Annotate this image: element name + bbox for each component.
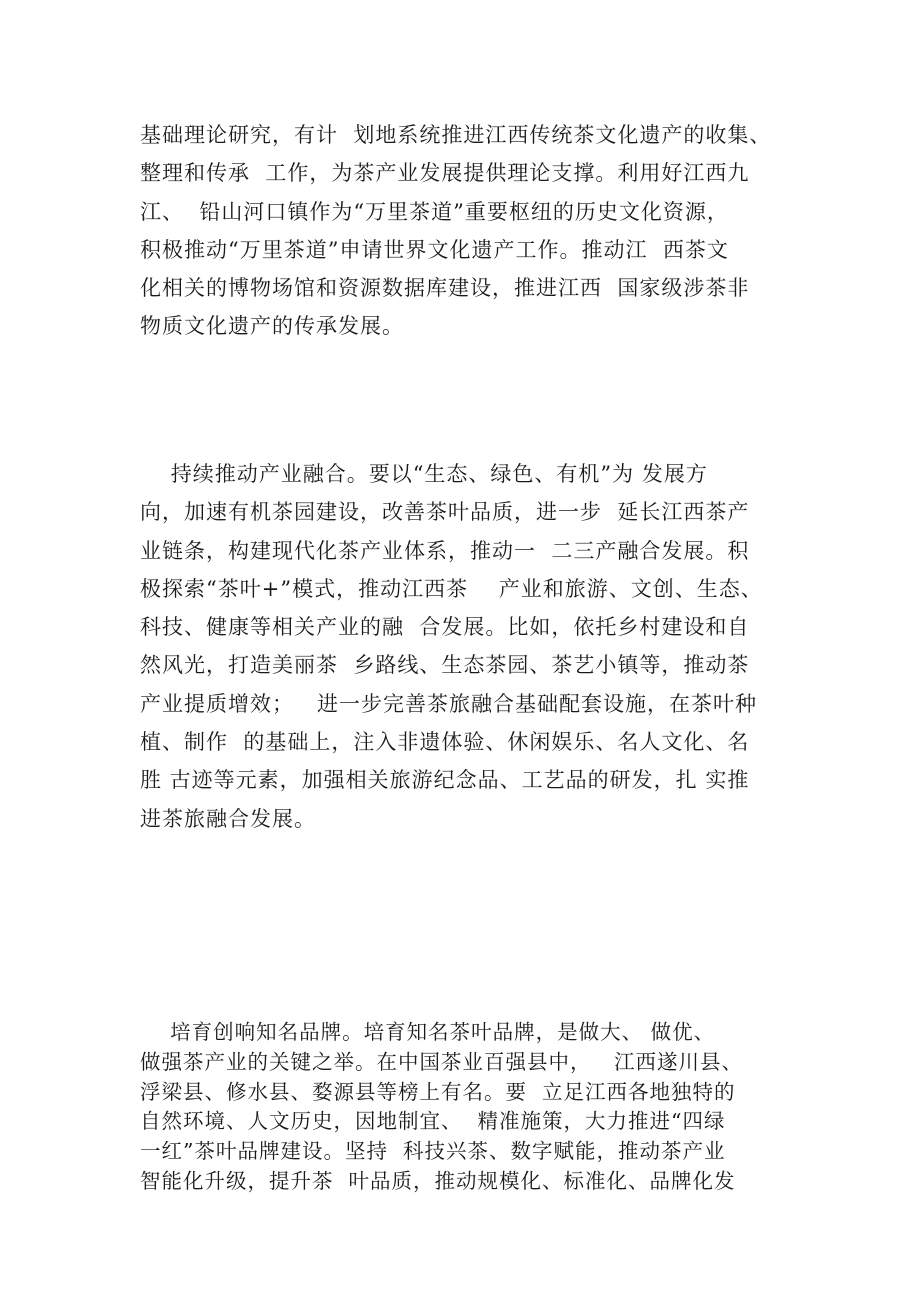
paragraph-line: 一红”茶叶品牌建设。坚持 科技兴茶、数字赋能，推动茶产业	[140, 1139, 726, 1164]
paragraph-line: 江、 铅山河口镇作为“万里茶道”重要枢纽的历史文化资源，	[140, 199, 729, 224]
paragraph-line: 培育创响知名品牌。培育知名茶叶品牌，是做大、 做优、	[140, 1020, 716, 1044]
paragraph-line: 进茶旅融合发展。	[140, 806, 316, 831]
paragraph-line: 科技、健康等相关产业的融 合发展。比如，依托乡村建设和自	[140, 615, 750, 640]
paragraph-line: 植、制作 的基础上，注入非遗体验、休闲娱乐、名人文化、名	[140, 730, 750, 755]
paragraph-line: 业链条，构建现代化茶产业体系，推动一 二三产融合发展。积	[140, 538, 750, 563]
paragraph-line: 极探索“茶叶+”模式，推动江西茶 产业和旅游、文创、生态、	[140, 576, 763, 601]
paragraph-line: 持续推动产业融合。要以“生态、绿色、有机”为 发展方	[140, 462, 708, 486]
paragraph-brand-building	[140, 1018, 800, 1197]
paragraph-line: 胜 古迹等元素，加强相关旅游纪念品、工艺品的研发，扎 实推	[140, 768, 750, 793]
paragraph-tea-culture-heritage	[140, 116, 800, 346]
paragraph-line: 物质文化遗产的传承发展。	[140, 314, 404, 339]
paragraph-line: 产业提质增效； 进一步完善茶旅融合基础配套设施，在茶叶种	[140, 691, 758, 716]
paragraph-line: 自然环境、人文历史，因地制宜、 精准施策，大力推进“四绿	[140, 1109, 726, 1134]
paragraph-line: 向，加速有机茶园建设，改善茶叶品质，进一步 延长江西茶产	[140, 500, 750, 525]
paragraph-line: 积极推动“万里茶道”申请世界文化遗产工作。推动江 西茶文	[140, 237, 729, 262]
paragraph-line: 智能化升级，提升茶 叶品质，推动规模化、标准化、品牌化发	[140, 1168, 736, 1193]
paragraph-line: 整理和传承 工作，为茶产业发展提供理论支撑。利用好江西九	[140, 161, 750, 186]
paragraph-line: 基础理论研究，有计 划地系统推进江西传统茶文化遗产的收集、	[140, 123, 772, 147]
paragraph-line: 化相关的博物场馆和资源数据库建设，推进江西 国家级涉茶非	[140, 276, 750, 301]
paragraph-line: 浮梁县、修水县、婺源县等榜上有名。要 立足江西各地独特的	[140, 1079, 736, 1104]
paragraph-line: 然风光，打造美丽茶 乡路线、生态茶园、茶艺小镇等，推动茶	[140, 653, 750, 678]
paragraph-industry-integration	[140, 455, 800, 838]
paragraph-line: 做强茶产业的关键之举。在中国茶业百强县中， 江西遂川县、	[140, 1049, 744, 1074]
